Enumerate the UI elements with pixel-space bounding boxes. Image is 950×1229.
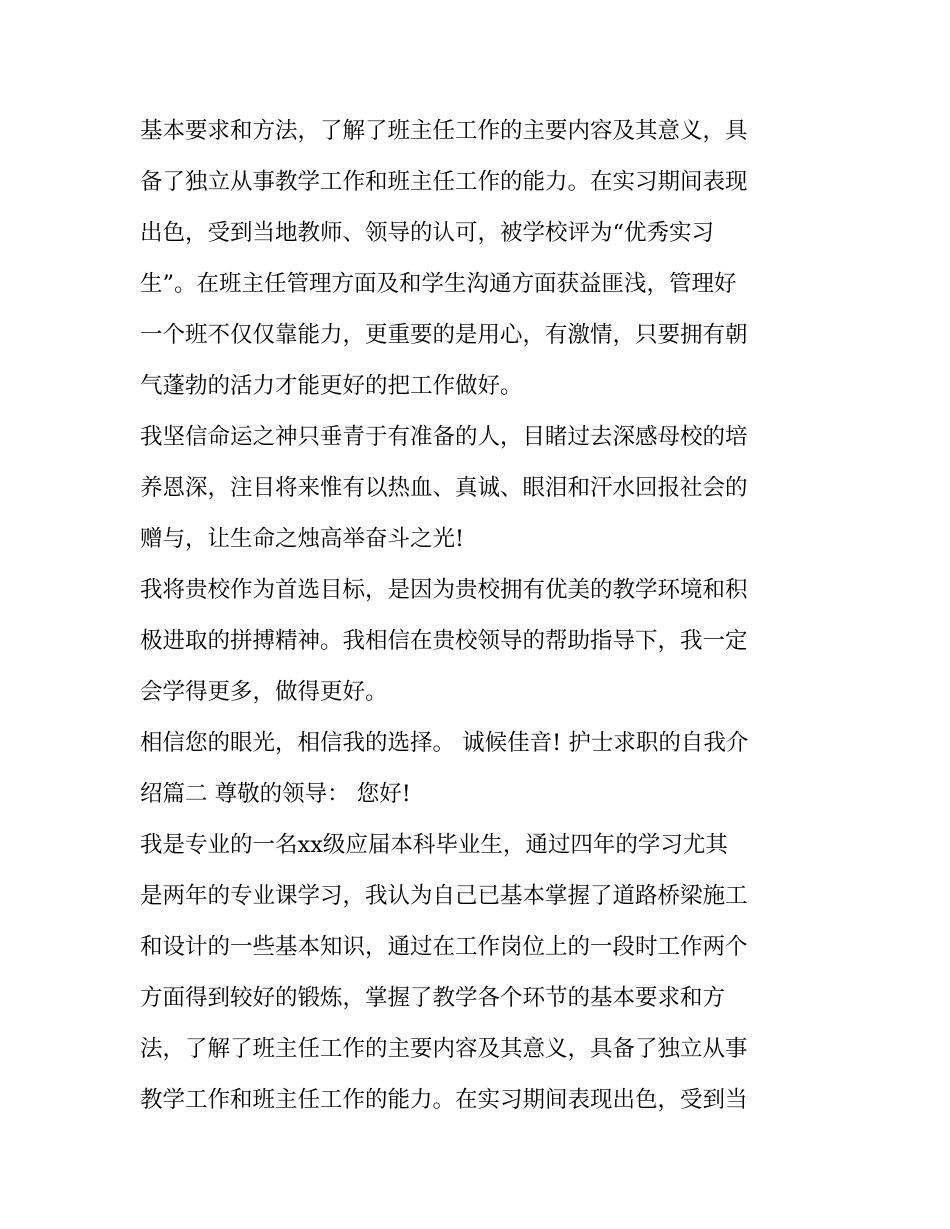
- text-line: 我坚信命运之神只垂青于有准备的人，目睹过去深感母校的培: [140, 424, 748, 450]
- text-line: 我将贵校作为首选目标，是因为贵校拥有优美的教学环境和积: [140, 577, 748, 603]
- text-line: 出色，受到当地教师、领导的认可，被学校评为“优秀实习: [140, 220, 715, 246]
- text-line: 赠与，让生命之烛高举奋斗之光!: [140, 526, 465, 552]
- text-line: 备了独立从事教学工作和班主任工作的能力。在实习期间表现: [140, 169, 748, 195]
- text-line: 是两年的专业课学习，我认为自己已基本掌握了道路桥梁施工: [140, 883, 748, 909]
- text-line: 一个班不仅仅靠能力，更重要的是用心，有激情，只要拥有朝: [140, 322, 748, 348]
- text-line: 极进取的拼搏精神。我相信在贵校领导的帮助指导下，我一定: [140, 628, 748, 654]
- text-line: 方面得到较好的锻炼，掌握了教学各个环节的基本要求和方: [140, 985, 726, 1011]
- body-text: [140, 106, 816, 1126]
- text-line: 我是专业的一名xx级应届本科毕业生，通过四年的学习尤其: [140, 832, 728, 858]
- text-line: 法，了解了班主任工作的主要内容及其意义，具备了独立从事: [140, 1036, 748, 1062]
- text-line: 基本要求和方法，了解了班主任工作的主要内容及其意义，具: [140, 118, 748, 144]
- text-line: 生”。在班主任管理方面及和学生沟通方面获益匪浅，管理好: [140, 271, 737, 297]
- text-line: 和设计的一些基本知识，通过在工作岗位上的一段时工作两个: [140, 934, 748, 960]
- text-line: 气蓬勃的活力才能更好的把工作做好。: [140, 373, 523, 399]
- text-line: 会学得更多，做得更好。: [140, 679, 388, 705]
- text-line: 养恩深，注目将来惟有以热血、真诚、眼泪和汗水回报社会的: [140, 475, 748, 501]
- text-line: 教学工作和班主任工作的能力。在实习期间表现出色，受到当: [140, 1087, 748, 1113]
- text-line: 相信您的眼光，相信我的选择。 诚候佳音! 护士求职的自我介: [140, 730, 749, 756]
- text-line: 绍篇二 尊敬的领导： 您好!: [140, 781, 411, 807]
